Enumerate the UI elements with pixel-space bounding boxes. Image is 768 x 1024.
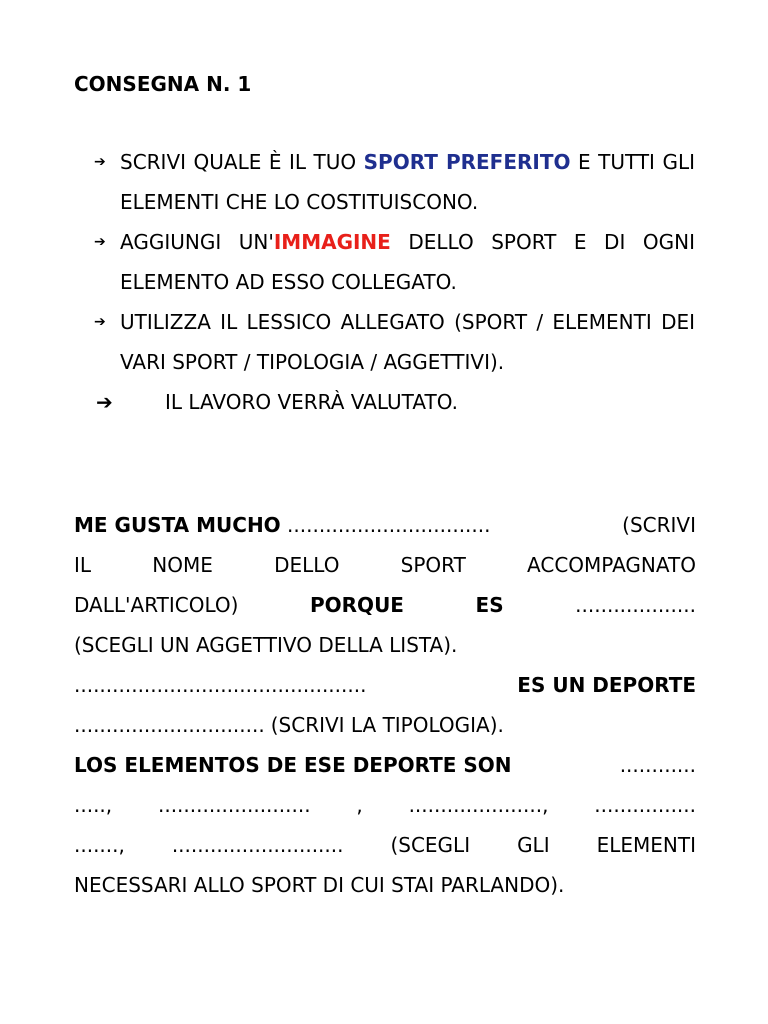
instruction-text: UTILIZZA IL LESSICO ALLEGATO (SPORT / ELEMENTI DEI VARI SPORT / TIPOLOGIA / AGGETTIVI). <box>120 310 695 374</box>
assignment-title: CONSEGNA N. 1 <box>74 72 252 96</box>
blank-dots: ................................ <box>287 513 491 537</box>
highlight-sport-preferito: SPORT PREFERITO <box>363 150 571 174</box>
text-line: .............................. (SCRIVI LA TIPOLOGIA). <box>74 705 696 745</box>
phrase-es: ES <box>475 593 504 617</box>
instruction-item-4 <box>0 382 768 422</box>
blank-dots: .............................................. <box>74 673 367 697</box>
text-line: NECESSARI ALLO SPORT DI CUI STAI PARLANDO). <box>74 873 565 897</box>
instruction-text: SCRIVI QUALE È IL TUO SPORT PREFERITO E TUTTI GLI ELEMENTI CHE LO COSTITUISCONO. <box>120 150 695 214</box>
highlight-immagine: IMMAGINE <box>273 230 391 254</box>
text-line <box>74 665 696 705</box>
instruction-list <box>0 142 768 422</box>
text-line: (SCEGLI UN AGGETTIVO DELLA LISTA). <box>74 633 458 657</box>
arrow-right-icon: ➔ <box>94 314 106 330</box>
text-line: ....., ........................ , ....................., ................ <box>74 793 696 817</box>
blank-dots: ............ <box>619 753 696 777</box>
instruction-item-1 <box>0 142 768 222</box>
instruction-text: IL LAVORO VERRÀ VALUTATO. <box>165 390 458 414</box>
phrase-es-un-deporte: ES UN DEPORTE <box>517 673 696 697</box>
text-line: DALL'ARTICOLO) PORQUE ES ................... <box>74 585 696 625</box>
blank-dots: ................... <box>575 593 696 617</box>
text-line <box>74 745 696 785</box>
phrase-los-elementos: LOS ELEMENTOS DE ESE DEPORTE SON <box>74 753 512 777</box>
phrase-me-gusta-mucho: ME GUSTA MUCHO <box>74 513 281 537</box>
arrow-right-icon: ➔ <box>94 234 106 250</box>
instruction-item-2 <box>0 222 768 302</box>
text-line: ......., ........................... (SCEGLI GLI ELEMENTI <box>74 833 696 857</box>
text-line: IL NOME DELLO SPORT ACCOMPAGNATO <box>74 553 696 577</box>
text-line: ME GUSTA MUCHO ................................ (SCRIVI <box>74 513 696 537</box>
instruction-text: AGGIUNGI UN'IMMAGINE DELLO SPORT E DI OGNI ELEMENTO AD ESSO COLLEGATO. <box>120 230 695 294</box>
arrow-right-icon: ➔ <box>96 390 113 414</box>
arrow-right-icon: ➔ <box>94 154 106 170</box>
blank-dots: .............................. <box>74 713 265 737</box>
instruction-item-3 <box>0 302 768 382</box>
phrase-porque: PORQUE <box>310 593 404 617</box>
fill-in-paragraph <box>74 505 696 905</box>
